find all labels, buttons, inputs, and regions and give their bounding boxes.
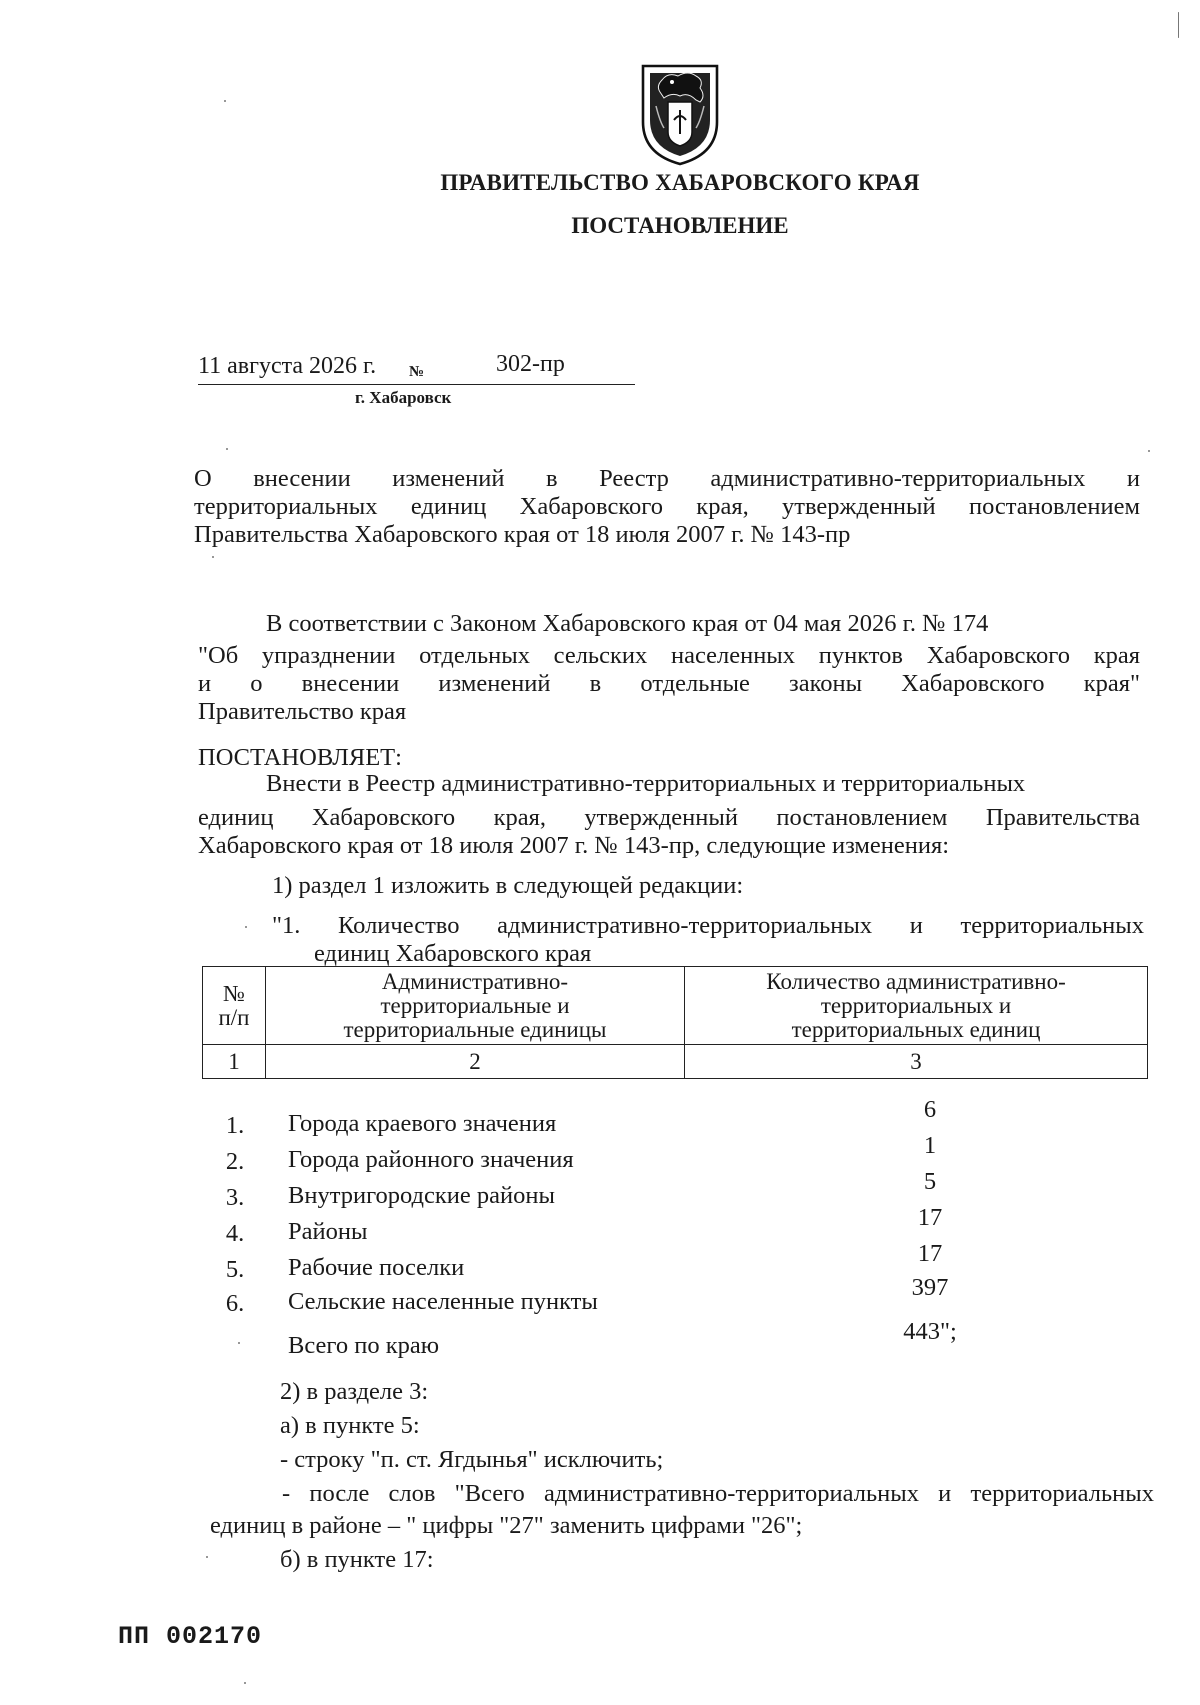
subject-line: территориальных единиц Хабаровского края, утвержденный постановлением — [194, 493, 1140, 520]
section1-title-line: единиц Хабаровского края — [314, 940, 592, 967]
units-table-header — [202, 966, 1148, 1079]
subitem-b: б) в пункте 17: — [280, 1546, 434, 1573]
preamble-line: и о внесении изменений в отдельные законы Хабаровского края" — [198, 670, 1140, 697]
document-number: 302-пр — [496, 351, 565, 377]
item-1: 1) раздел 1 изложить в следующей редакции: — [272, 872, 744, 899]
intro-block — [198, 804, 1140, 860]
scan-speck — [245, 926, 247, 928]
table-row-total — [202, 1318, 1148, 1360]
scan-speck — [238, 1342, 240, 1344]
column-number: 1 — [203, 1045, 266, 1079]
preamble-line: В соответствии с Законом Хабаровского края от 04 мая 2026 г. № 174 — [266, 610, 989, 637]
row-name: Районы — [288, 1218, 368, 1245]
header-text: территориальные и — [380, 992, 570, 1018]
header-text: Административно- — [381, 968, 569, 994]
document-city: г. Хабаровск — [355, 388, 452, 407]
subject-block — [194, 465, 1140, 549]
change-dash-2-line: - после слов "Всего административно-территориальных и территориальных — [282, 1480, 1154, 1507]
header-cell-number — [203, 967, 266, 1045]
row-number: 5. — [225, 1256, 245, 1283]
row-value: 397 — [911, 1274, 949, 1301]
row-name: Всего по краю — [288, 1332, 440, 1359]
document-date: 11 августа 2026 г. — [198, 353, 377, 379]
document-type: ПОСТАНОВЛЕНИЕ — [571, 213, 789, 238]
row-name: Сельские населенные пункты — [288, 1288, 598, 1315]
row-value: 6 — [923, 1096, 937, 1123]
scan-speck — [206, 1556, 208, 1558]
scan-speck — [1148, 450, 1150, 452]
organization-title: ПРАВИТЕЛЬСТВО ХАБАРОВСКОГО КРАЯ — [440, 170, 920, 195]
row-name: Города краевого значения — [288, 1110, 557, 1137]
change-dash-1: - строку "п. ст. Ягдынья" исключить; — [280, 1446, 664, 1473]
subject-line: О внесении изменений в Реестр административно-территориальных и — [194, 465, 1140, 492]
subitem-a: а) в пункте 5: — [280, 1412, 420, 1439]
change-dash-2 — [282, 1480, 1154, 1508]
row-number: 6. — [225, 1290, 245, 1317]
preamble-block — [198, 642, 1140, 726]
row-name: Рабочие поселки — [288, 1254, 465, 1281]
scan-speck — [226, 448, 228, 450]
header-text: № — [223, 980, 245, 1006]
row-number: 4. — [225, 1220, 245, 1247]
row-name: Города районного значения — [288, 1146, 574, 1173]
row-number: 3. — [225, 1184, 245, 1211]
row-name: Внутригородские районы — [288, 1182, 555, 1209]
table-row — [202, 1274, 1148, 1317]
scan-speck — [212, 556, 214, 558]
change-dash-2-cont: единиц в районе – " цифры "27" заменить цифрами "26"; — [210, 1512, 803, 1539]
scan-speck — [224, 100, 226, 102]
coat-of-arms-icon — [638, 62, 722, 166]
header-text: Количество административно- — [766, 968, 1066, 994]
header-text: территориальных и — [820, 992, 1012, 1018]
header-text: территориальные единицы — [343, 1016, 607, 1042]
column-number: 3 — [685, 1045, 1148, 1079]
intro-line: Хабаровского края от 18 июля 2007 г. № 143-пр, следующие изменения: — [198, 832, 950, 859]
row-number: 2. — [225, 1148, 245, 1175]
number-label: № — [409, 364, 425, 380]
scan-speck — [1178, 12, 1179, 38]
footer-code: ПП 002170 — [118, 1622, 263, 1651]
row-value: 443"; — [903, 1318, 957, 1345]
decree-word: ПОСТАНОВЛЯЕТ: — [198, 744, 402, 771]
column-number: 2 — [266, 1045, 685, 1079]
section1-title-line: "1. Количество административно-территориальных и территориальных — [272, 912, 1144, 939]
row-value: 17 — [917, 1240, 943, 1267]
row-value: 17 — [917, 1204, 943, 1231]
row-value: 1 — [923, 1132, 937, 1159]
header-cell-count — [685, 967, 1148, 1045]
intro-line: Внести в Реестр административно-территориальных и территориальных — [266, 770, 1026, 797]
row-value: 5 — [923, 1168, 937, 1195]
intro-line: единиц Хабаровского края, утвержденный постановлением Правительства — [198, 804, 1140, 831]
header-cell-units — [266, 967, 685, 1045]
date-underline — [198, 384, 635, 385]
header-text: п/п — [218, 1004, 250, 1030]
preamble-line: Правительство края — [198, 698, 407, 725]
item-2: 2) в разделе 3: — [280, 1378, 429, 1405]
header-text: территориальных единиц — [791, 1016, 1041, 1042]
scan-speck — [244, 1682, 246, 1684]
section1-title — [272, 912, 1144, 968]
preamble-line: "Об упразднении отдельных сельских населенных пунктов Хабаровского края — [198, 642, 1140, 669]
row-number: 1. — [225, 1112, 245, 1139]
subject-line: Правительства Хабаровского края от 18 июля 2007 г. № 143-пр — [194, 521, 851, 548]
